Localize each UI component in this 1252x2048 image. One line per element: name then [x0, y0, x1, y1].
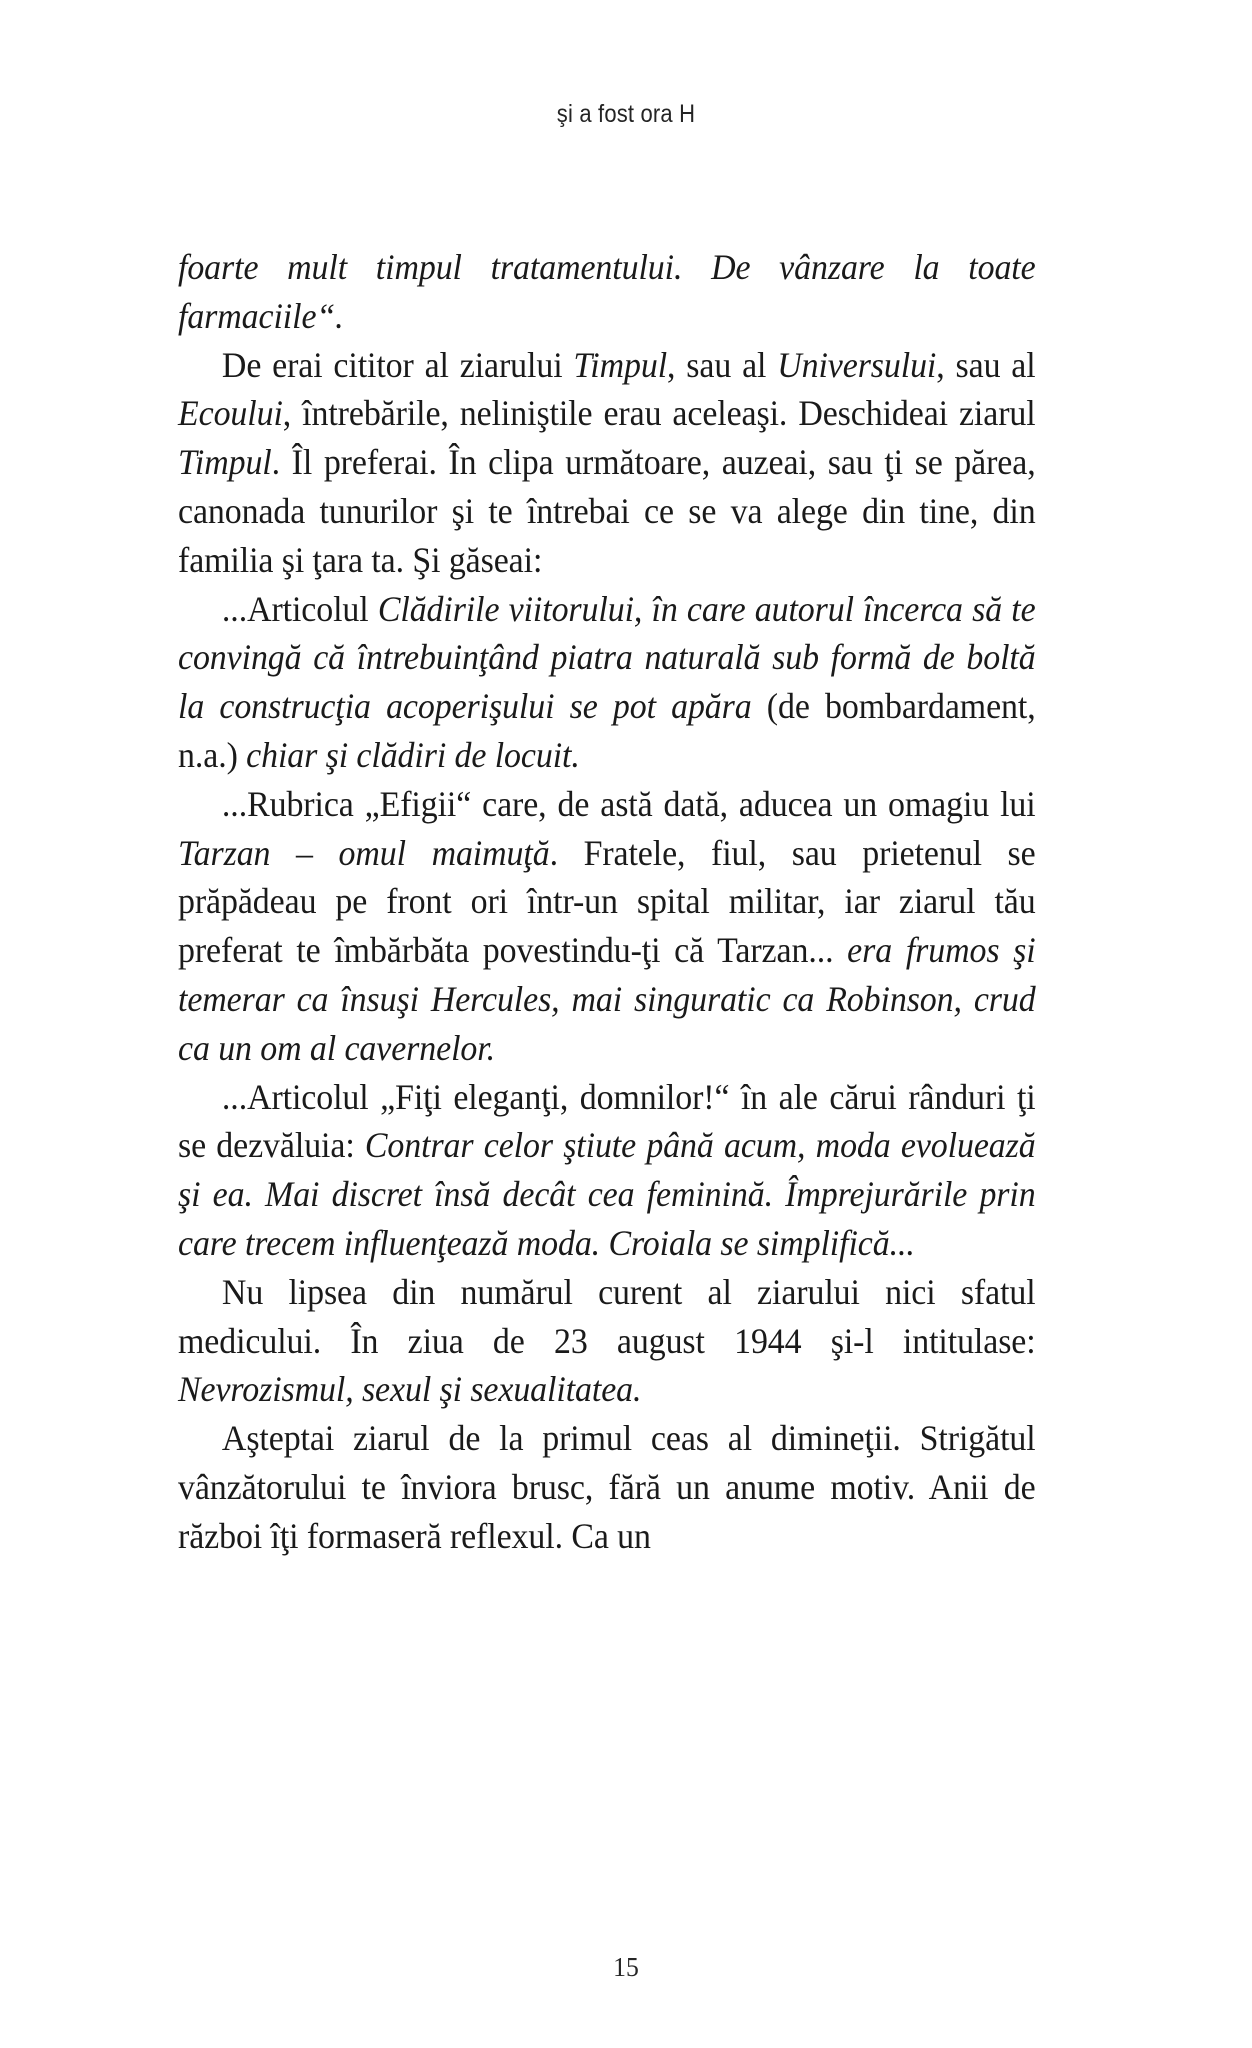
p2-run-5: , sau al	[936, 344, 1036, 385]
paragraph-3	[178, 585, 1036, 780]
p2-title-ecoului: Ecoului	[178, 393, 283, 434]
p3-editorial-note: (de bombardament, n.a.)	[178, 686, 1036, 775]
p7-run-1: Aşteptai ziarul de la primul ceas al dimineţii. Strigătul vânzătorului te înviora brusc, fără un anume motiv. Anii de război îţi formaseră reflexul. Ca un	[178, 1418, 1036, 1556]
p2-run-1: De erai cititor al ziarului	[221, 344, 574, 385]
p5-run-1: ...Articolul „Fiţi eleganţi, domnilor!“ în ale cărui rânduri ţi se dezvăluia:	[178, 1076, 1036, 1166]
paragraph-2	[178, 341, 1036, 585]
p4-run-3: . Fratele, fiul, sau prietenul se prăpădeau pe front ori într-un spital militar, iar ziarul tău preferat te îmbărbăta povestindu-ţi că Tarzan...	[178, 832, 1036, 971]
page-number: 15	[613, 1952, 639, 1982]
paragraph-1-italic-run: foarte mult timpul tratamentului. De vânzare la toate farmaciile“.	[178, 247, 1036, 336]
p4-run-1: ...Rubrica „Efigii“ care, de astă dată, aducea un omagiu lui	[221, 783, 1036, 824]
p5-quote-moda: Contrar celor ştiute până acum, moda evoluează şi ea. Mai discret însă decât cea feminină. Împrejurările prin care trecem influenţează moda. Croiala se simplifică...	[178, 1125, 1036, 1263]
p4-quote-hercules: era frumos şi temerar ca însuşi Hercules, mai singuratic ca Robinson, crud ca un om al cavernelor.	[178, 930, 1036, 1068]
p6-title-nevrozismul: Nevrozismul, sexul şi sexualitatea.	[178, 1369, 642, 1410]
p2-run-3: , sau al	[667, 344, 778, 385]
p2-title-timpul-2: Timpul	[178, 442, 272, 483]
p2-title-universului: Universului	[777, 344, 937, 385]
paragraph-7	[178, 1414, 1036, 1560]
p2-title-timpul: Timpul	[573, 344, 668, 385]
p3-quote-cladirile: Clădirile viitorului, în care autorul încerca să te convingă că întrebuinţând piatra naturală sub formă de boltă la construcţia acoperişului se pot apăra	[178, 588, 1036, 727]
p3-quote-continued: chiar şi clădiri de locuit.	[246, 734, 580, 775]
p4-title-tarzan: Tarzan – omul maimuţă	[178, 832, 550, 873]
p2-run-9: . Îl preferai. În clipa următoare, auzeai, sau ţi se părea, canonada tunurilor şi te întrebai ce se va alege din tine, din familia şi ţara ta. Şi găseai:	[178, 442, 1036, 580]
paragraph-1	[178, 243, 1036, 341]
paragraph-5	[178, 1073, 1036, 1268]
paragraph-6	[178, 1268, 1036, 1414]
p3-run-1: ...Articolul	[221, 588, 378, 629]
running-header: şi a fost ora H	[556, 100, 696, 128]
body-text-column	[178, 243, 1076, 1561]
p6-run-1: Nu lipsea din numărul curent al ziarului nici sfatul medicului. În ziua de 23 august 1944 şi-l intitulase:	[178, 1271, 1036, 1361]
p2-run-7: , întrebările, neliniştile erau aceleaşi. Deschideai ziarul	[282, 393, 1036, 434]
paragraph-4	[178, 780, 1036, 1073]
